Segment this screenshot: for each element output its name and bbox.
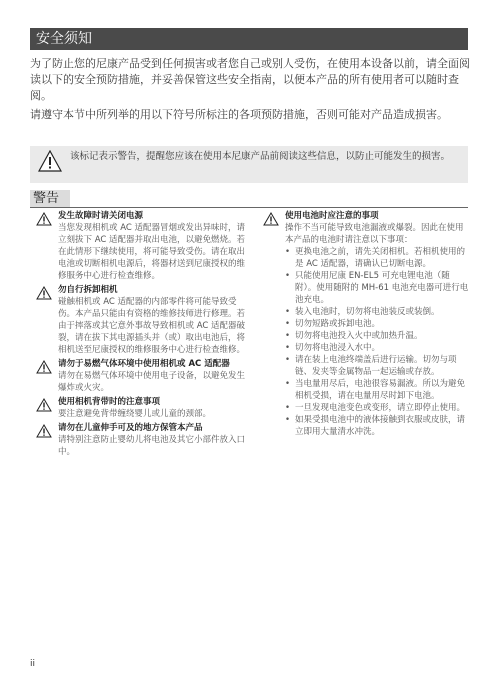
warning-item [30,422,246,458]
section-title-bar [30,28,468,50]
warning-item-body: 碰触相机或 AC 适配器的内部零件将可能导致受伤。本产品只能由有资格的维修技师进行修理。若由于摔落或其它意外事故导致相机或 AC 适配器破裂，请在拔下其电源插头并（或）取出电池后，将相机送至尼康授权的维修服务中心进行检查维修。 [58,297,246,355]
list-item: • 更换电池之前，请先关闭相机。若相机使用的是 AC 适配器，请确认已切断电源。 [285,246,469,270]
list-item: • 切勿将电池浸入水中。 [285,342,469,354]
intro-paragraph-2: 请遵守本节中所列举的用以下符号所标注的各项预防措施，否则可能对产品造成损害。 [30,108,448,121]
warning-triangle-icon [38,150,62,172]
warning-item-title: 勿自行拆卸相机 [58,285,118,295]
warning-triangle-icon [36,360,52,374]
warnings-heading-box [30,190,70,208]
list-item: • 只能使用尼康 EN-EL5 可充电锂电池（随附）。使用随附的 MH-61 电池充电器可进行电池充电。 [285,270,469,306]
list-item: • 一旦发现电池变色或变形，请立即停止使用。 [285,402,469,414]
list-item: • 请在装上电池终端盖后进行运输。切勿与项链、发夹等金属物品一起运输或存放。 [285,354,469,378]
warning-item [30,396,246,420]
warning-item [30,284,246,356]
warning-item-body: 请勿在易燃气体环境中使用电子设备，以避免发生爆炸或火灾。 [58,371,246,393]
warning-item-title: 发生故障时请关闭电源 [58,211,144,221]
warning-item-body: 请特别注意防止婴幼儿将电池及其它小部件放入口中。 [58,435,246,457]
warning-item [30,210,246,282]
warnings-heading: 警告 [33,191,60,206]
list-item: • 当电量用尽后，电池很容易漏液。所以为避免相机受损，请在电量用尽时卸下电池。 [285,378,469,402]
warning-triangle-icon [263,212,279,226]
warning-symbol-notice [30,146,468,183]
section-title: 安全须知 [36,31,92,47]
warning-item-body: 要注意避免背带缠绕婴儿或儿童的颈部。 [58,409,212,419]
warning-item [257,210,469,438]
left-column [30,208,246,458]
warning-item-body: 操作不当可能导致电池漏液或爆裂。因此在使用本产品的电池时请注意以下事项： [285,223,464,245]
notice-text: 该标记表示警告，提醒您应该在使用本尼康产品前阅读这些信息，以防止可能发生的损害。 [70,151,451,162]
warning-item-title: 请勿于易燃气体环境中使用相机或 AC 适配器 [58,359,230,369]
page-number: ii [30,659,36,669]
list-item: • 切勿短路或拆卸电池。 [285,318,469,330]
warning-triangle-icon [36,286,52,300]
intro-paragraph-1: 为了防止您的尼康产品受到任何损害或者您自己或别人受伤，在使用本设备以前，请全面阅读以下的安全预防措施，并妥善保管这些安全指南，以便本产品的所有使用者可以随时查阅。 [30,57,470,102]
list-item: • 切勿将电池投入火中或加热升温。 [285,330,469,342]
list-item: • 装入电池时，切勿将电池装反或装倒。 [285,306,469,318]
warning-item [30,358,246,394]
warning-item-body: 当您发现相机或 AC 适配器冒烟或发出异味时，请立刻拔下 AC 适配器并取出电池，以避免燃烧。若在此情形下继续使用，将可能导致受伤。请在取出电池或切断相机电源后，将器材送到尼康授权的维修服务中心进行检查维修。 [58,223,246,281]
battery-precautions-list [285,246,469,438]
warning-triangle-icon [36,212,52,226]
warning-item-title: 使用电池时应注意的事项 [285,211,379,221]
warning-triangle-icon [36,424,52,438]
list-item: • 如果受损电池中的液体接触到衣服或皮肤，请立即用大量清水冲洗。 [285,414,469,438]
warning-item-title: 请勿在儿童伸手可及的地方保管本产品 [58,423,203,433]
right-column [257,208,469,438]
warning-item-title: 使用相机背带时的注意事项 [58,397,161,407]
warning-triangle-icon [36,398,52,412]
